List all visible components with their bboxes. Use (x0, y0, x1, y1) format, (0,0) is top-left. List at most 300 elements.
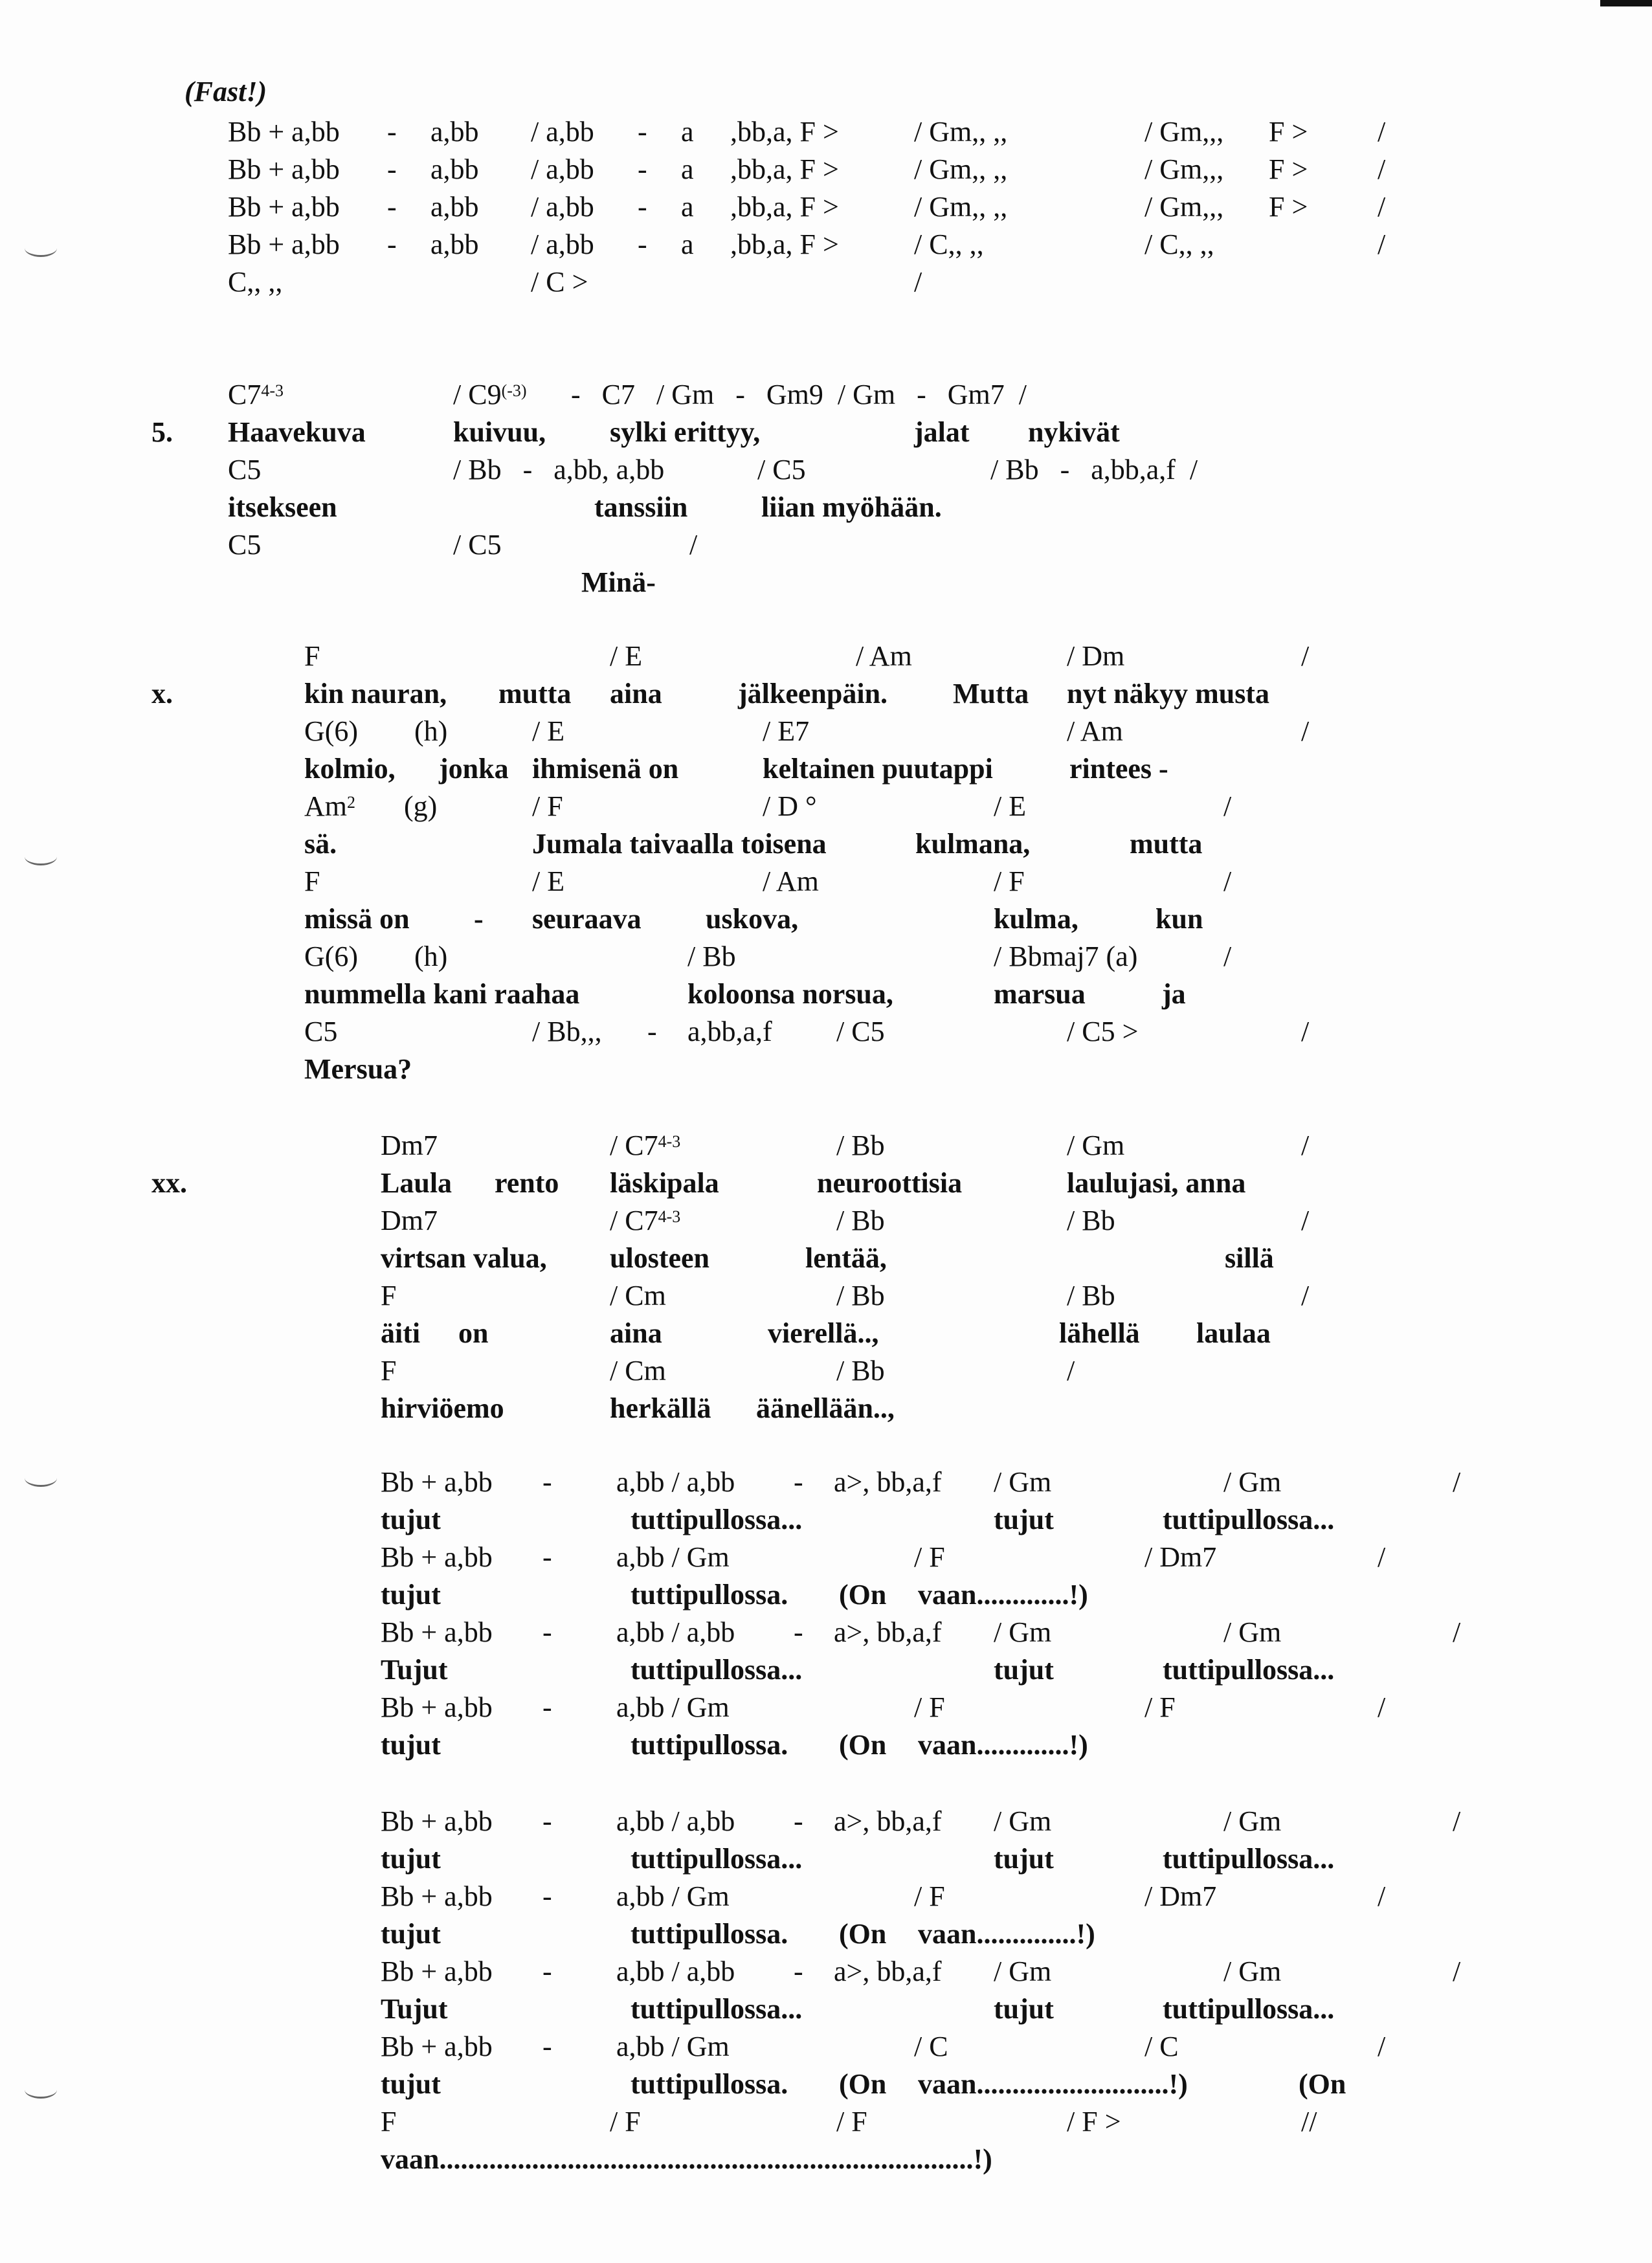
chord-line (0, 1877, 1652, 1916)
chord: a>, bb,a,f (834, 1956, 942, 1987)
chord: C5 (228, 529, 262, 561)
lyric: Haavekuva (228, 416, 366, 448)
intro-line (0, 188, 1652, 227)
verse-number: 5. (151, 416, 173, 448)
chord: / Dm (1067, 640, 1125, 672)
bar-line: / (1301, 640, 1310, 672)
chord: / C (914, 2031, 948, 2062)
chord: / E7 (763, 715, 810, 747)
chord: / Gm (994, 1805, 1052, 1837)
lyric: tuttipullossa... (631, 1843, 803, 1875)
chord: C7$^{4-3}$ (228, 379, 284, 410)
chord: Bb + a,bb (228, 229, 340, 260)
chord-line (0, 1276, 1652, 1315)
lyric: vaan...........................!) (918, 2068, 1188, 2100)
chord-line (0, 712, 1652, 751)
chorus-marker: x. (151, 678, 173, 709)
bar-line: / (689, 529, 698, 561)
lyric: missä on (304, 903, 410, 935)
bar-line: / (1378, 191, 1386, 223)
bar-line: / (1301, 1280, 1310, 1311)
lyric: tuttipullossa... (631, 1654, 803, 1686)
bar-line: / (914, 266, 922, 298)
chord: (h) (414, 715, 448, 747)
chord: / C > (531, 266, 588, 298)
chord: Bb + a,bb (381, 1616, 493, 1648)
chord: Bb + a,bb (228, 153, 340, 185)
bar-line: / (1301, 1130, 1310, 1161)
chord: a,bb / a,bb (616, 1805, 735, 1837)
chord: / F (914, 1541, 945, 1573)
chord: / Bb (836, 1130, 885, 1161)
chord: - (542, 1466, 552, 1498)
chord: ,bb,a, F > (730, 229, 839, 260)
lyric: tanssiin (594, 491, 688, 523)
chord: / F (914, 1691, 945, 1723)
chord: / a,bb (531, 116, 594, 148)
intro-line (0, 263, 1652, 302)
chord: a,bb (430, 229, 479, 260)
chord: - (794, 1616, 803, 1648)
chord: / Gm (994, 1616, 1052, 1648)
chord: Bb + a,bb (381, 1805, 493, 1837)
chord: F (304, 865, 320, 897)
bar-line: / (1453, 1616, 1461, 1648)
lyric: uskova, (706, 903, 799, 935)
lyric: marsua (994, 978, 1086, 1010)
chord: / a,bb (531, 229, 594, 260)
chorus-marker: xx. (151, 1167, 187, 1199)
chord: / Bb (1067, 1280, 1115, 1311)
lyric: on (458, 1317, 489, 1349)
chord: / $C9^{(-3)}$ (453, 379, 527, 410)
tempo-marking: (Fast!) (184, 76, 267, 107)
chord: - (542, 1805, 552, 1837)
lyric: herkällä (610, 1392, 711, 1424)
bar-line: / (1223, 941, 1232, 972)
chord: a,bb / Gm (616, 2031, 730, 2062)
chord: a (681, 116, 694, 148)
lyric: lentää, (805, 1242, 887, 1274)
lyric-line (0, 674, 1652, 713)
lyric: vaan.............!) (918, 1729, 1088, 1761)
lyric: laulaa (1196, 1317, 1271, 1349)
chord: / E (610, 640, 643, 672)
chord-line (0, 862, 1652, 901)
chord: / Bb - a,bb,a,f / (990, 454, 1198, 485)
chord: - (542, 1880, 552, 1912)
lyric: tujut (381, 1504, 441, 1535)
lyric: tuttipullossa... (1163, 1993, 1335, 2025)
chord: ,bb,a, F > (730, 116, 839, 148)
chord-line (0, 2102, 1652, 2141)
chord: / C5 (757, 454, 806, 485)
lyric: kolmio, (304, 753, 396, 785)
chord: / Cm (610, 1280, 666, 1311)
lyric-line (0, 1576, 1652, 1614)
chord: / Bb (687, 941, 736, 972)
chord: / Bbmaj7 (a) (994, 941, 1138, 972)
intro-line (0, 150, 1652, 189)
scan-edge-mark (1600, 0, 1652, 6)
chord: F (381, 2106, 397, 2137)
lyric: keltainen puutappi (763, 753, 993, 785)
lyric: tujut (994, 1993, 1054, 2025)
chord: C5 (304, 1016, 338, 1047)
bar-line: / (1378, 1880, 1386, 1912)
lyric: Mersua? (304, 1053, 412, 1085)
chord-line (0, 375, 1652, 414)
lyric: kuivuu, (453, 416, 546, 448)
chord: / Gm,,, (1144, 191, 1224, 223)
chord: a>, bb,a,f (834, 1616, 942, 1648)
chord: / F (610, 2106, 641, 2137)
chord: / F (1144, 1691, 1176, 1723)
chord: - (542, 1956, 552, 1987)
intro-line (0, 225, 1652, 264)
lyric-line (0, 1840, 1652, 1878)
chord: / Am (1067, 715, 1123, 747)
chord: - (542, 2031, 552, 2062)
chord: - (638, 116, 647, 148)
chord: F > (1269, 191, 1308, 223)
lyric: itsekseen (228, 491, 337, 523)
chord-line (0, 451, 1652, 489)
chord: - (387, 116, 397, 148)
chord: a,bb / a,bb (616, 1956, 735, 1987)
lyric: tujut (994, 1504, 1054, 1535)
lyric: tujut (994, 1843, 1054, 1875)
chord: / Gm,, ,, (914, 191, 1008, 223)
chord: / Bb,,, (532, 1016, 602, 1047)
chord: / F (836, 2106, 867, 2137)
chord: (g) (404, 790, 438, 822)
lyric: vierellä.., (768, 1317, 879, 1349)
chord: - (638, 229, 647, 260)
lyric: kun (1155, 903, 1203, 935)
chord: (h) (414, 941, 448, 972)
lyric-line (0, 563, 1652, 602)
lyric: ulosteen (610, 1242, 709, 1274)
lyric-line (0, 2140, 1652, 2179)
chord: / Gm (1067, 1130, 1125, 1161)
chord: / F (994, 865, 1025, 897)
bar-line: / (1301, 1016, 1310, 1047)
chord: Bb + a,bb (381, 1880, 493, 1912)
lyric: tujut (381, 1729, 441, 1761)
chord: a (681, 153, 694, 185)
lyric: nykivät (1028, 416, 1120, 448)
chord: a,bb (430, 153, 479, 185)
bar-line: / (1453, 1466, 1461, 1498)
chord: a,bb / Gm (616, 1541, 730, 1573)
chord: / Gm (994, 1466, 1052, 1498)
lyric-line (0, 1314, 1652, 1353)
chord: / C5 > (1067, 1016, 1139, 1047)
lyric: seuraava (532, 903, 642, 935)
lyric: Tujut (381, 1993, 448, 2025)
lyric: (On (1299, 2068, 1346, 2100)
lyric-line (0, 825, 1652, 864)
double-bar-line: // (1301, 2106, 1317, 2137)
chord: a,bb,a,f (687, 1016, 772, 1047)
chord: Bb + a,bb (228, 191, 340, 223)
chord: / Am (763, 865, 819, 897)
chord: a>, bb,a,f (834, 1466, 942, 1498)
bar-line: / (1378, 1541, 1386, 1573)
chord: / Am (856, 640, 912, 672)
chord-line (0, 1613, 1652, 1652)
chord: Bb + a,bb (381, 2031, 493, 2062)
lyric: tuttipullossa. (631, 1729, 788, 1761)
bar-line: / (1301, 1205, 1310, 1236)
chord: - (794, 1466, 803, 1498)
chord: / Gm (994, 1956, 1052, 1987)
lyric: lähellä (1059, 1317, 1140, 1349)
lyric: tujut (381, 1579, 441, 1611)
bar-line: / (1378, 229, 1386, 260)
lyric: sylki erittyy, (610, 416, 761, 448)
chord-line (0, 526, 1652, 564)
chord: a (681, 229, 694, 260)
chord: Am$^2$ (304, 790, 355, 822)
bar-line: / (1378, 116, 1386, 148)
chord: C5 (228, 454, 262, 485)
lyric: (On (839, 1918, 887, 1950)
lyric-line (0, 1239, 1652, 1278)
lyric: jälkeenpäin. (738, 678, 888, 709)
chord: F > (1269, 153, 1308, 185)
lyric: tujut (381, 1843, 441, 1875)
chord-line (0, 1802, 1652, 1841)
chord: / F > (1067, 2106, 1121, 2137)
lyric: jalat (914, 416, 970, 448)
lyric: ihmisenä on (532, 753, 679, 785)
chord: - (387, 229, 397, 260)
lyric-line (0, 488, 1652, 527)
chord: a (681, 191, 694, 223)
chord: ,bb,a, F > (730, 191, 839, 223)
chord: / C (1144, 2031, 1179, 2062)
chord: / F (914, 1880, 945, 1912)
chord: / Dm7 (1144, 1541, 1217, 1573)
chord: - (542, 1616, 552, 1648)
lyric: ja (1162, 978, 1186, 1010)
chord: ,bb,a, F > (730, 153, 839, 185)
lyric-line (0, 1500, 1652, 1539)
lyric: mutta (1130, 828, 1203, 860)
lyric: tuttipullossa... (1163, 1843, 1335, 1875)
chord: / Gm,,, (1144, 153, 1224, 185)
lyric: äänellään.., (756, 1392, 895, 1424)
chord: Dm7 (381, 1130, 438, 1161)
lyric: laulujasi, anna (1067, 1167, 1246, 1199)
lyric: tuttipullossa... (631, 1504, 803, 1535)
lyric: vaan.............!) (918, 1579, 1088, 1611)
lyric: Tujut (381, 1654, 448, 1686)
lyric: rintees - (1069, 753, 1168, 785)
lyric: tuttipullossa. (631, 2068, 788, 2100)
chord: / C7$^{4-3}$ (610, 1205, 681, 1236)
chord-line (0, 937, 1652, 976)
chord: - (542, 1541, 552, 1573)
chord: / C5 (453, 529, 502, 561)
chord: Dm7 (381, 1205, 438, 1236)
bar-line: / (1378, 153, 1386, 185)
chord: / C,, ,, (914, 229, 984, 260)
lyric-line (0, 750, 1652, 788)
chord: - (638, 153, 647, 185)
lyric: nyt näkyy musta (1067, 678, 1269, 709)
lyric-line (0, 2065, 1652, 2104)
chord: - (638, 191, 647, 223)
chord: - (387, 153, 397, 185)
lyric: neuroottisia (817, 1167, 963, 1199)
chord: / Bb (1067, 1205, 1115, 1236)
lyric: kulmana, (915, 828, 1031, 860)
lyric: tuttipullossa. (631, 1579, 788, 1611)
lyric: tujut (381, 2068, 441, 2100)
lyric: tuttipullossa... (1163, 1504, 1335, 1535)
chord-line (0, 1463, 1652, 1502)
chord: / E (994, 790, 1027, 822)
chord: / D ° (763, 790, 817, 822)
lyric: Jumala taivaalla toisena (532, 828, 827, 860)
lyric-line (0, 1389, 1652, 1428)
chord-line (0, 1952, 1652, 1991)
chord: / Gm,, ,, (914, 153, 1008, 185)
chord: / a,bb (531, 191, 594, 223)
chord: - (794, 1956, 803, 1987)
lyric: tuttipullossa. (631, 1918, 788, 1950)
chord: a,bb (430, 116, 479, 148)
lyric: (On (839, 2068, 887, 2100)
chord-line (0, 1201, 1652, 1240)
lyric-line (0, 1990, 1652, 2029)
lyric: Laula (381, 1167, 452, 1199)
lyric: äiti (381, 1317, 421, 1349)
chord: / Bb (836, 1355, 885, 1387)
lyric: vaan...........................................................................!) (381, 2143, 992, 2175)
chord: / Gm (1223, 1956, 1282, 1987)
chord: G(6) (304, 941, 359, 972)
chord: a,bb / Gm (616, 1880, 730, 1912)
chord: F (381, 1280, 397, 1311)
chord: Bb + a,bb (381, 1691, 493, 1723)
lyric: hirviöemo (381, 1392, 504, 1424)
lyric: Minä- (581, 566, 656, 598)
chord: Bb + a,bb (381, 1466, 493, 1498)
chord-line (0, 637, 1652, 676)
chord: - (794, 1805, 803, 1837)
chord: / Gm,, ,, (914, 116, 1008, 148)
lyric-line (0, 413, 1652, 452)
chord-line (0, 787, 1652, 826)
lyric: aina (610, 1317, 662, 1349)
lyric: jonka (439, 753, 509, 785)
chord: a,bb (430, 191, 479, 223)
chord: G(6) (304, 715, 359, 747)
chord-line (0, 1538, 1652, 1577)
lyric: sillä (1225, 1242, 1274, 1274)
chord: / Gm (1223, 1466, 1282, 1498)
chord: F (381, 1355, 397, 1387)
lyric: virtsan valua, (381, 1242, 547, 1274)
lyric: kin nauran, (304, 678, 447, 709)
lyric-line (0, 1915, 1652, 1954)
lyric: aina (610, 678, 662, 709)
lyric: sä. (304, 828, 337, 860)
lyric-line (0, 1651, 1652, 1689)
chord: / C,, ,, (1144, 229, 1214, 260)
lyric: (On (839, 1729, 887, 1761)
chord: / C5 (836, 1016, 885, 1047)
chord: / a,bb (531, 153, 594, 185)
bar-line: / (1223, 790, 1232, 822)
lyric: liian myöhään. (761, 491, 942, 523)
lyric: kulma, (994, 903, 1078, 935)
bar-line: / (1378, 2031, 1386, 2062)
lyric: (On (839, 1579, 887, 1611)
lyric: tuttipullossa... (631, 1993, 803, 2025)
lyric: tujut (994, 1654, 1054, 1686)
chord-line (0, 1012, 1652, 1051)
lyric-line (0, 975, 1652, 1014)
lyric-line (0, 1164, 1652, 1203)
lyric: mutta (498, 678, 572, 709)
chord: F > (1269, 116, 1308, 148)
intro-line (0, 113, 1652, 151)
chord: a,bb / a,bb (616, 1466, 735, 1498)
chord: Bb + a,bb (381, 1541, 493, 1573)
chord: / Bb (836, 1280, 885, 1311)
chord-line (0, 1688, 1652, 1727)
chord-line (0, 1126, 1652, 1165)
chord-line (0, 2027, 1652, 2066)
chord: F (304, 640, 320, 672)
chord: / Cm (610, 1355, 666, 1387)
chord: / E (532, 865, 565, 897)
chord: / F (532, 790, 563, 822)
chord: / Bb - a,bb, a,bb (453, 454, 665, 485)
chord: a,bb / a,bb (616, 1616, 735, 1648)
chord: a,bb / Gm (616, 1691, 730, 1723)
lyric: - (474, 903, 484, 935)
bar-line: / (1453, 1805, 1461, 1837)
chord: / Gm (1223, 1805, 1282, 1837)
lyric: Mutta (953, 678, 1029, 709)
chord: Bb + a,bb (228, 116, 340, 148)
lyric: tujut (381, 1918, 441, 1950)
lyric: rento (495, 1167, 559, 1199)
chord: C,, ,, (228, 266, 283, 298)
chord: - (647, 1016, 657, 1047)
lyric-line (0, 1050, 1652, 1089)
bar-line: / (1301, 715, 1310, 747)
chord: / Bb (836, 1205, 885, 1236)
bar-line: / (1067, 1355, 1075, 1387)
chord-line (0, 1352, 1652, 1390)
chord: / Dm7 (1144, 1880, 1217, 1912)
lyric: läskipala (610, 1167, 719, 1199)
lyric: tuttipullossa... (1163, 1654, 1335, 1686)
chord: - (387, 191, 397, 223)
bar-line: / (1453, 1956, 1461, 1987)
chord: / E (532, 715, 565, 747)
bar-line: / (1223, 865, 1232, 897)
lyric: nummella kani raahaa (304, 978, 580, 1010)
lyric-line (0, 900, 1652, 939)
